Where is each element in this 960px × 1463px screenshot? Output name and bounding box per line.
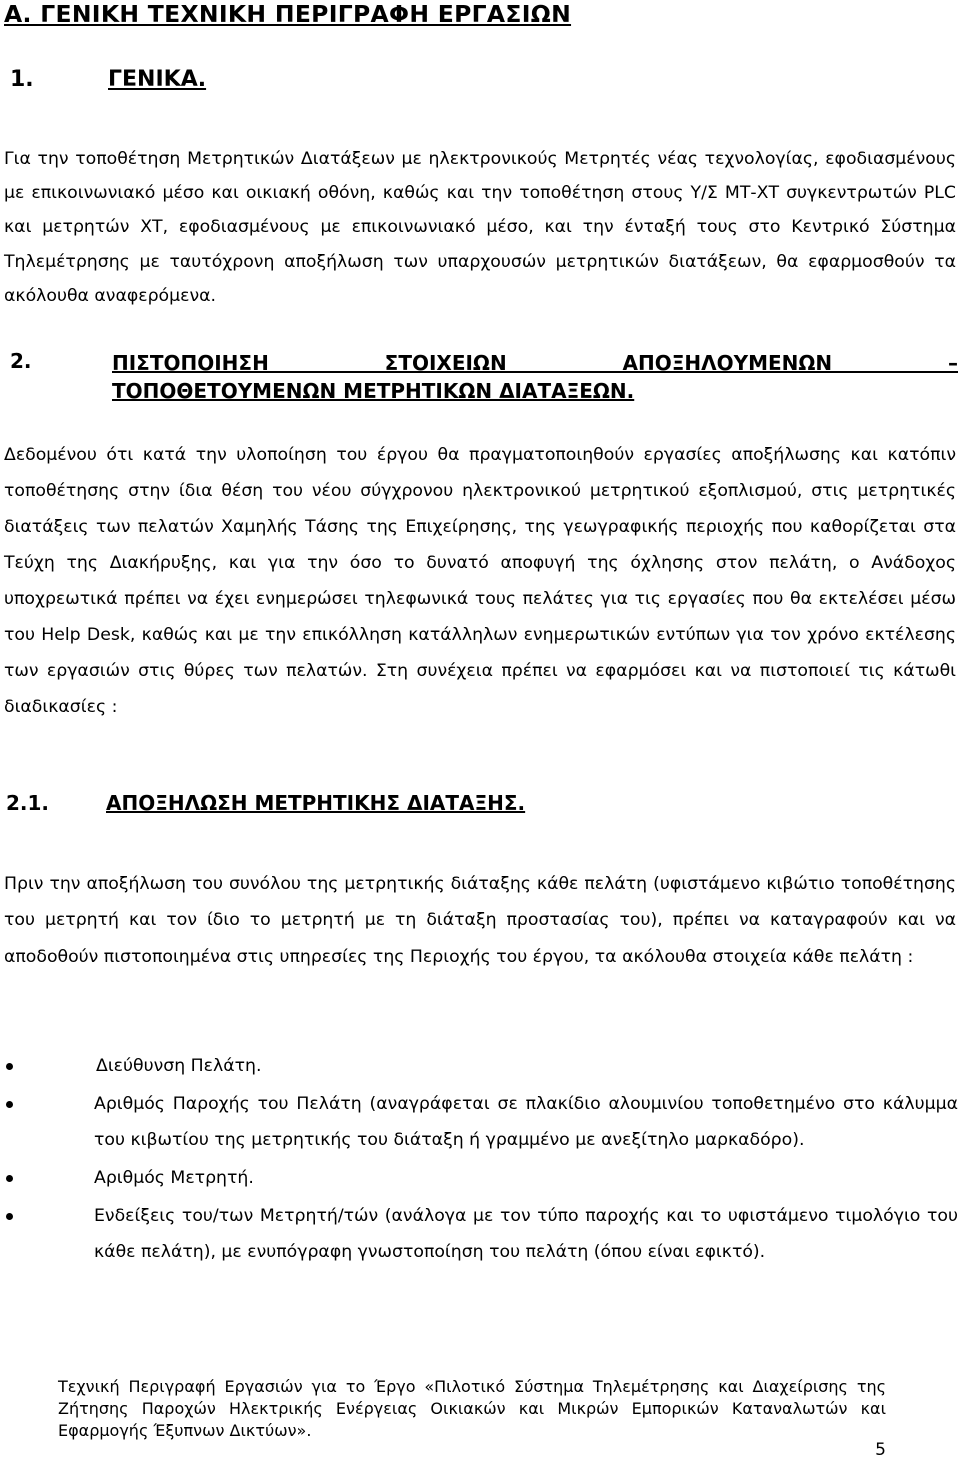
list-item bbox=[0, 1086, 960, 1158]
bullet-icon bbox=[6, 1101, 13, 1108]
bullet-icon bbox=[6, 1063, 13, 1070]
list-item-text: Αριθμός Παροχής του Πελάτη (αναγράφεται σε πλακίδιο αλουμινίου τοποθετημένο στο κάλυμμα του κιβωτίου της μετρητικής του διάταξη ή γραμμένο με ανεξίτηλο μαρκαδόρο). bbox=[94, 1094, 958, 1150]
paragraph-2: Δεδομένου ότι κατά την υλοποίηση του έργου θα πραγματοποιηθούν εργασίες αποξήλωσης και κατόπιν τοποθέτησης στην ίδια θέση του νέου σύγχρονου ηλεκτρονικού μετρητικού εξοπλισμού, στις μετρητικές διατάξεις των πελατών Χαμηλής Τάσης της Επιχείρησης, της γεωγραφικής περιοχής που καθορίζεται στα Τεύχη της Διακήρυξης, και για την όσο το δυνατό αποφυγή της όχλησης στον πελάτη, ο Ανάδοχος υποχρεωτικά πρέπει να έχει ενημερώσει τηλεφωνικά τους πελάτες για τις εργασίες που θα εκτελέσει μέσω του Help Desk, καθώς και με την επικόλληση κατάλληλων ενημερωτικών εντύπων για τον χρόνο εκτέλεσης των εργασιών στις θύρες των πελατών. Στη συνέχεια πρέπει να εφαρμόσει και να πιστοποιεί τις κάτωθι διαδικασίες : bbox=[4, 445, 956, 717]
heading-2-number: 2. bbox=[10, 349, 32, 373]
list-item-text: Διεύθυνση Πελάτη. bbox=[96, 1056, 262, 1076]
page-number: 5 bbox=[875, 1440, 886, 1460]
page-footer: Τεχνική Περιγραφή Εργασιών για το Έργο «Πιλοτικό Σύστημα Τηλεμέτρησης και Διαχείρισης της Ζήτησης Παροχών Ηλεκτρικής Ενέργειας Οικιακών και Μικρών Εμπορικών Καταναλωτών και Εφαρμογής Έξυπνων Δικτύων». bbox=[58, 1377, 886, 1440]
heading-2-1-number: 2.1. bbox=[6, 791, 50, 815]
paragraph-3: Πριν την αποξήλωση του συνόλου της μετρητικής διάταξης κάθε πελάτη (υφιστάμενο κιβώτιο τοποθέτησης του μετρητή και τον ίδιο το μετρητή με τη διάταξη προστασίας του), πρέπει να καταγραφούν και να αποδοθούν πιστοποιημένα στις υπηρεσίες της Περιοχής του έργου, τα ακόλουθα στοιχεία κάθε πελάτη : bbox=[4, 874, 956, 967]
heading-2-title-line-1: ΠΙΣΤΟΠΟΙΗΣΗ ΣΤΟΙΧΕΙΩΝ ΑΠΟΞΗΛΟΥΜΕΝΩΝ – bbox=[112, 351, 958, 375]
heading-2-title-line-2: ΤΟΠΟΘΕΤΟΥΜΕΝΩΝ ΜΕΤΡΗΤΙΚΩΝ ΔΙΑΤΑΞΕΩΝ. bbox=[112, 379, 635, 403]
bullet-icon bbox=[6, 1175, 13, 1182]
section-title: Α. ΓΕΝΙΚΗ ΤΕΧΝΙΚΗ ΠΕΡΙΓΡΑΦΗ ΕΡΓΑΣΙΩΝ bbox=[4, 0, 572, 28]
list-item bbox=[0, 1048, 960, 1084]
list-item bbox=[0, 1198, 960, 1270]
list-item-text: Ενδείξεις του/των Μετρητή/τών (ανάλογα με τον τύπο παροχής και το υφιστάμενο τιμολόγιο του κάθε πελάτη), με ενυπόγραφη γνωστοποίηση του πελάτη (όπου είναι εφικτό). bbox=[94, 1206, 958, 1262]
heading-1-title: ΓΕΝΙΚΑ. bbox=[108, 67, 207, 92]
list-item bbox=[0, 1160, 960, 1196]
paragraph-1: Για την τοποθέτηση Μετρητικών Διατάξεων με ηλεκτρονικούς Μετρητές νέας τεχνολογίας, εφοδιασμένους με επικοινωνιακό μέσο και οικιακή οθόνη, καθώς και την τοποθέτηση στους Υ/Σ ΜΤ-ΧΤ συγκεντρωτών PLC και μετρητών ΧΤ, εφοδιασμένους με επικοινωνιακό μέσο, και την ένταξή τους στο Κεντρικό Σύστημα Τηλεμέτρησης με ταυτόχρονη αποξήλωση των υπαρχουσών μετρητικών διατάξεων, θα εφαρμοσθούν τα ακόλουθα αναφερόμενα. bbox=[4, 149, 956, 306]
bullet-icon bbox=[6, 1213, 13, 1220]
list-item-text: Αριθμός Μετρητή. bbox=[94, 1168, 254, 1188]
heading-2-1-title: ΑΠΟΞΗΛΩΣΗ ΜΕΤΡΗΤΙΚΗΣ ΔΙΑΤΑΞΗΣ. bbox=[106, 791, 526, 815]
heading-2-title bbox=[112, 349, 958, 405]
heading-1-number: 1. bbox=[10, 67, 34, 92]
bullet-list bbox=[0, 1048, 960, 1272]
